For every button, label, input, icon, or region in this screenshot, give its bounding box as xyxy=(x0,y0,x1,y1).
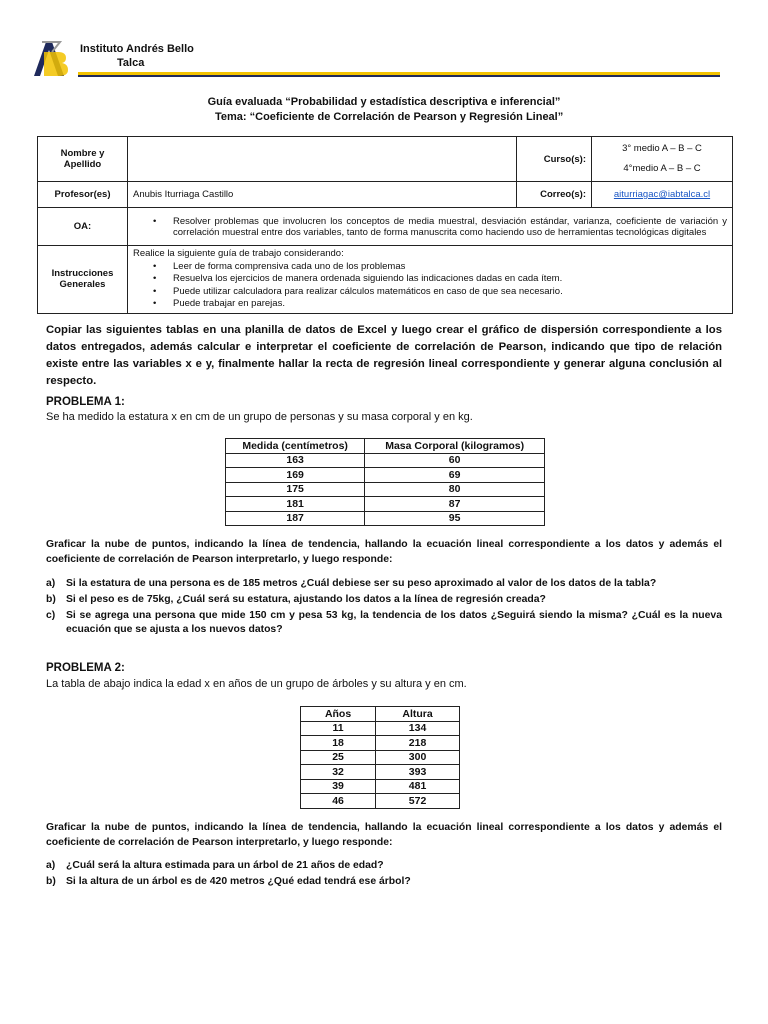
cell: 11 xyxy=(301,721,376,736)
problem-1-instructions: Graficar la nube de puntos, indicando la línea de tendencia, hallando la ecuación lineal correspondiente a los datos y además el coeficiente de correlación de Pearson interpretarlo, y luego responde: xyxy=(46,539,722,565)
oa-value: • Resolver problemas que involucren los conceptos de media muestral, desviación estándar, varianza, coeficiente de variación y correlación muestral entre dos variables, tanto de forma manuscrita como haciendo uso de herramientas tecnológicas digitales xyxy=(133,216,727,238)
cell: 18 xyxy=(301,736,376,751)
course-value-2: 4°medio A – B – C xyxy=(623,163,701,174)
document-title: Guía evaluada “Probabilidad y estadística descriptiva e inferencial” xyxy=(207,96,561,108)
cell: 25 xyxy=(301,750,376,765)
instructions-intro: Realice la siguiente guía de trabajo considerando: xyxy=(133,248,344,259)
cell: 300 xyxy=(376,750,460,765)
mail-link[interactable]: aiturriagac@iabtalca.cl xyxy=(592,182,733,208)
problem-2-heading: PROBLEMA 2: xyxy=(46,662,125,674)
table-row xyxy=(301,736,460,751)
cell: 218 xyxy=(376,736,460,751)
cell: 69 xyxy=(365,468,545,483)
cell: 134 xyxy=(376,721,460,736)
instruction-item: • Puede trabajar en parejas. xyxy=(133,298,727,311)
column-header: Medida (centímetros) xyxy=(226,439,365,454)
table-row xyxy=(301,750,460,765)
problem-1-heading: PROBLEMA 1: xyxy=(46,396,125,408)
table-row xyxy=(301,779,460,794)
table-row xyxy=(226,511,545,526)
cell: 32 xyxy=(301,765,376,780)
problem-1-questions xyxy=(46,577,722,639)
table-row xyxy=(301,794,460,809)
table-row xyxy=(226,453,545,468)
problem-1-text: Se ha medido la estatura x en cm de un grupo de personas y su masa corporal y en kg. xyxy=(46,411,473,423)
table-row xyxy=(226,497,545,512)
column-header: Altura xyxy=(376,707,460,722)
cell: 393 xyxy=(376,765,460,780)
cell: 39 xyxy=(301,779,376,794)
institution-logo xyxy=(30,38,74,78)
instruction-item: • Resuelva los ejercicios de manera ordenada siguiendo las indicaciones dadas en cada ítem. xyxy=(133,273,727,286)
institution-name: Instituto Andrés Bello xyxy=(80,43,194,55)
question-item: a) Si la estatura de una persona es de 185 metros ¿Cuál debiese ser su peso aproximado al valor de los datos de la tabla? xyxy=(46,578,657,589)
cell: 169 xyxy=(226,468,365,483)
cell: 181 xyxy=(226,497,365,512)
question-item: b) Si la altura de un árbol es de 420 metros ¿Qué edad tendrá ese árbol? xyxy=(46,876,411,887)
institution-city: Talca xyxy=(117,57,145,69)
name-field[interactable] xyxy=(128,137,517,182)
cell: 87 xyxy=(365,497,545,512)
cell: 60 xyxy=(365,453,545,468)
oa-label: OA: xyxy=(38,208,128,246)
header-divider-blue xyxy=(78,75,720,77)
cell: 572 xyxy=(376,794,460,809)
table-row xyxy=(226,468,545,483)
problem-2-table xyxy=(300,706,460,809)
teacher-value: Anubis Iturriaga Castillo xyxy=(128,182,517,208)
cell: 175 xyxy=(226,482,365,497)
cell: 46 xyxy=(301,794,376,809)
problem-2-instructions: Graficar la nube de puntos, indicando la línea de tendencia, hallando la ecuación lineal correspondiente a los datos y además el coeficiente de correlación de Pearson interpretarlo, y luego responde: xyxy=(46,822,722,848)
course-label: Curso(s): xyxy=(517,137,592,182)
question-item: b) Si el peso es de 75kg, ¿Cuál será su estatura, ajustando los datos a la línea de regresión creada? xyxy=(46,594,546,605)
cell: 163 xyxy=(226,453,365,468)
cell: 95 xyxy=(365,511,545,526)
course-value-1: 3° medio A – B – C xyxy=(622,143,702,154)
problem-2-questions xyxy=(46,859,722,891)
document-subtitle: Tema: “Coeficiente de Correlación de Pearson y Regresión Lineal” xyxy=(215,111,564,123)
teacher-label: Profesor(es) xyxy=(38,182,128,208)
cell: 481 xyxy=(376,779,460,794)
instruction-item: • Leer de forma comprensiva cada uno de los problemas xyxy=(133,261,727,274)
info-table xyxy=(37,136,733,314)
mail-label: Correo(s): xyxy=(517,182,592,208)
instruction-item: • Puede utilizar calculadora para realizar cálculos matemáticos en caso de que sea necesario. xyxy=(133,286,727,299)
table-row xyxy=(301,721,460,736)
problem-1-table xyxy=(225,438,545,526)
question-item: a) ¿Cuál será la altura estimada para un árbol de 21 años de edad? xyxy=(46,860,384,871)
name-label: Nombre y Apellido xyxy=(38,137,128,182)
table-row xyxy=(226,482,545,497)
instructions-label: Instrucciones Generales xyxy=(38,246,128,314)
column-header: Años xyxy=(301,707,376,722)
intro-paragraph: Copiar las siguientes tablas en una planilla de datos de Excel y luego crear el gráfico de dispersión correspondiente a los datos entregados, además calcular e interpretar el coeficiente de correlación de Pearson, indicando que tipo de relación existe entre las variables x e y, finalmente hallar la recta de regresión lineal correspondiente y generar alguna conclusión al respecto. xyxy=(46,324,722,387)
cell: 187 xyxy=(226,511,365,526)
cell: 80 xyxy=(365,482,545,497)
question-item: c) Si se agrega una persona que mide 150 cm y pesa 53 kg, la tendencia de los datos ¿Seguirá siendo la misma? ¿Cuál es la nueva ecuación que se ajusta a los nuevos datos? xyxy=(46,610,722,635)
table-row xyxy=(301,765,460,780)
column-header: Masa Corporal (kilogramos) xyxy=(365,439,545,454)
problem-2-text: La tabla de abajo indica la edad x en años de un grupo de árboles y su altura y en cm. xyxy=(46,678,467,690)
